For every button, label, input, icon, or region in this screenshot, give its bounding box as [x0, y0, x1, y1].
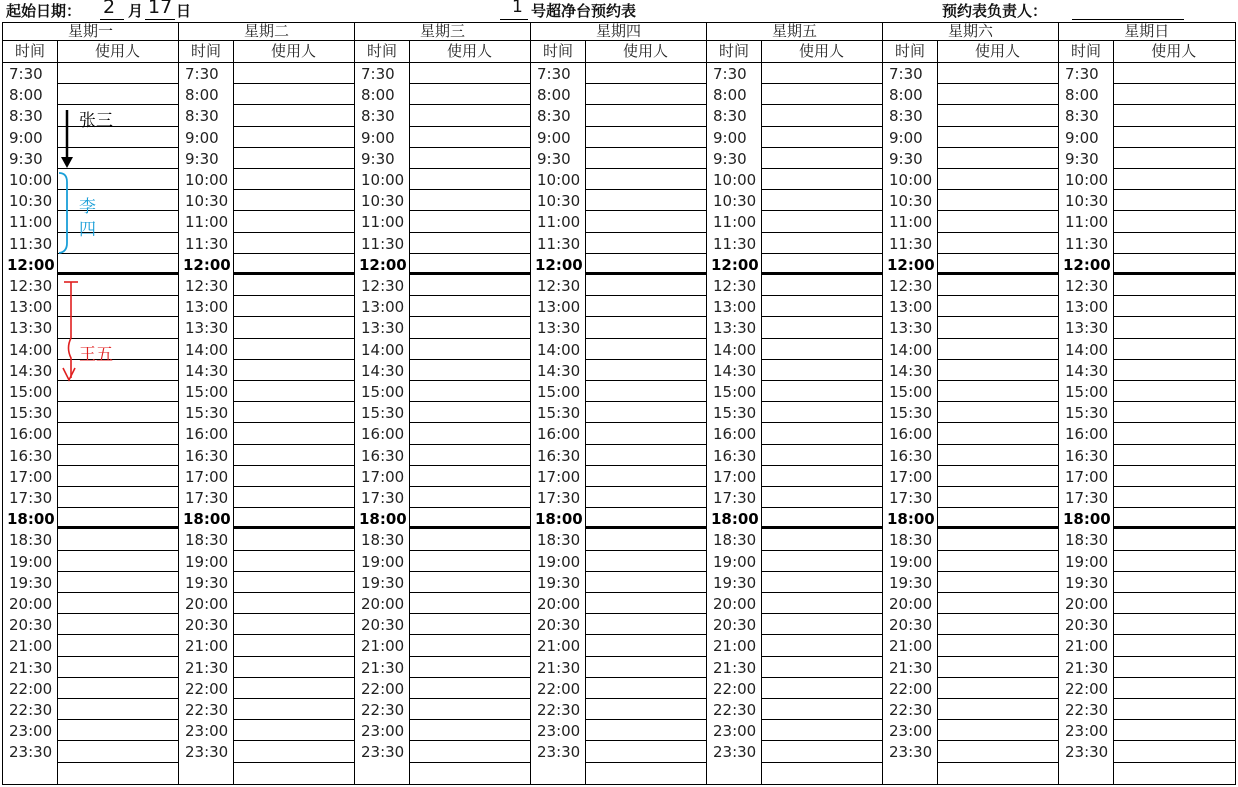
time-label: 23:00	[361, 722, 405, 741]
time-label: 20:00	[185, 595, 229, 613]
time-label: 12:30	[361, 277, 405, 295]
time-label: 19:30	[361, 573, 405, 592]
time-label: 8:30	[1065, 107, 1099, 126]
time-label: 22:00	[185, 679, 229, 698]
time-label: 23:00	[713, 722, 757, 741]
time-label: 22:00	[9, 679, 53, 698]
time-label: 23:30	[361, 743, 405, 762]
time-label: 9:00	[537, 128, 571, 147]
time-label: 8:30	[889, 107, 923, 126]
time-label: 13:30	[537, 319, 581, 338]
time-label: 15:00	[185, 383, 229, 401]
time-label: 23:30	[185, 743, 229, 762]
time-label: 9:00	[361, 128, 395, 147]
user-column-header: 使用人	[974, 42, 1020, 60]
time-label: 17:30	[713, 489, 757, 507]
user-column-header: 使用人	[446, 42, 492, 60]
time-label: 14:30	[889, 361, 933, 380]
time-label: 17:00	[361, 467, 405, 486]
time-label: 22:30	[185, 701, 229, 719]
time-label: 15:30	[185, 404, 229, 423]
time-label: 16:30	[889, 446, 933, 465]
time-label: 10:00	[713, 171, 757, 189]
time-label: 9:00	[185, 128, 219, 147]
time-label: 16:00	[9, 425, 53, 444]
time-label: 14:00	[537, 340, 581, 359]
time-label: 15:00	[9, 383, 53, 401]
wangwu-line-2	[69, 338, 72, 378]
time-label: 14:30	[537, 361, 581, 380]
time-label: 19:00	[9, 552, 53, 571]
time-label: 19:30	[713, 573, 757, 592]
time-label: 12:30	[889, 277, 933, 295]
time-label: 11:00	[713, 213, 757, 232]
time-label: 15:30	[1065, 404, 1109, 423]
time-label: 8:00	[1065, 86, 1099, 105]
time-label: 9:00	[1065, 128, 1099, 147]
time-label: 21:00	[361, 637, 405, 656]
user-column-header: 使用人	[622, 42, 668, 60]
time-label: 13:30	[361, 319, 405, 338]
time-label: 17:30	[889, 489, 933, 507]
time-label: 12:00	[887, 255, 935, 274]
time-label: 10:30	[537, 192, 581, 211]
time-label: 16:30	[9, 446, 53, 465]
time-label: 14:00	[361, 340, 405, 359]
time-label: 16:00	[537, 425, 581, 444]
time-label: 22:30	[537, 701, 581, 719]
time-label: 18:00	[535, 510, 583, 529]
time-label: 21:00	[713, 637, 757, 656]
time-label: 15:00	[1065, 383, 1109, 401]
time-label: 16:00	[361, 425, 405, 444]
bench-number: 1	[512, 0, 523, 17]
time-label: 22:00	[1065, 679, 1109, 698]
sheet-title: 号超净台预约表	[531, 2, 637, 20]
time-label: 14:00	[889, 340, 933, 359]
time-label: 17:00	[185, 467, 229, 486]
time-label: 8:30	[537, 107, 571, 126]
time-label: 23:30	[537, 743, 581, 762]
day-header: 星期二	[179, 22, 354, 41]
time-label: 8:30	[9, 107, 43, 126]
time-label: 15:00	[361, 383, 405, 401]
time-label: 10:30	[361, 192, 405, 211]
day-header: 星期一	[3, 22, 178, 41]
time-label: 19:30	[1065, 573, 1109, 592]
time-label: 22:00	[713, 679, 757, 698]
time-label: 11:00	[185, 213, 229, 232]
time-label: 17:00	[1065, 467, 1109, 486]
time-label: 12:00	[711, 255, 759, 274]
time-label: 18:00	[887, 510, 935, 529]
time-label: 12:00	[183, 255, 231, 274]
time-label: 12:30	[1065, 277, 1109, 295]
month-label: 月	[128, 2, 144, 20]
time-label: 16:30	[713, 446, 757, 465]
time-label: 21:30	[185, 658, 229, 677]
time-label: 12:00	[359, 255, 407, 274]
time-label: 16:30	[361, 446, 405, 465]
time-label: 19:30	[537, 573, 581, 592]
time-label: 23:00	[1065, 722, 1109, 741]
time-label: 22:00	[361, 679, 405, 698]
time-label: 21:30	[889, 658, 933, 677]
time-label: 13:00	[185, 298, 229, 317]
lisi-bracket	[59, 173, 67, 253]
time-label: 10:30	[889, 192, 933, 211]
time-label: 21:30	[713, 658, 757, 677]
time-column-header: 时间	[718, 42, 749, 60]
time-label: 19:00	[1065, 552, 1109, 571]
time-label: 14:30	[9, 361, 53, 380]
time-label: 8:00	[889, 86, 923, 105]
day-header: 星期六	[883, 22, 1058, 41]
time-label: 8:00	[185, 86, 219, 105]
user-column-header: 使用人	[1151, 42, 1197, 60]
time-label: 18:30	[9, 531, 53, 550]
time-label: 13:30	[185, 319, 229, 338]
time-label: 15:00	[889, 383, 933, 401]
time-label: 17:00	[9, 467, 53, 486]
time-label: 17:00	[889, 467, 933, 486]
zhangsan-arrow-head	[61, 157, 73, 168]
time-label: 9:00	[9, 128, 43, 147]
time-label: 15:30	[537, 404, 581, 423]
time-label: 21:30	[361, 658, 405, 677]
time-column-header: 时间	[542, 42, 573, 60]
time-label: 18:00	[711, 510, 759, 529]
time-label: 20:00	[361, 595, 405, 613]
time-label: 10:30	[185, 192, 229, 211]
time-label: 16:30	[185, 446, 229, 465]
time-label: 14:30	[185, 361, 229, 380]
time-label: 16:00	[185, 425, 229, 444]
time-label: 11:30	[185, 234, 229, 253]
time-label: 20:00	[9, 595, 53, 613]
time-label: 18:30	[361, 531, 405, 550]
time-label: 7:30	[713, 65, 747, 83]
time-label: 13:00	[537, 298, 581, 317]
time-label: 12:00	[7, 255, 55, 274]
time-label: 12:00	[535, 255, 583, 274]
time-label: 15:30	[9, 404, 53, 423]
time-label: 12:00	[1063, 255, 1111, 274]
day-label: 日	[176, 2, 192, 20]
time-label: 10:30	[1065, 192, 1109, 211]
time-label: 12:30	[537, 277, 581, 295]
time-label: 22:30	[9, 701, 53, 719]
time-label: 18:00	[7, 510, 55, 529]
time-label: 11:00	[537, 213, 581, 232]
time-label: 16:30	[1065, 446, 1109, 465]
time-label: 11:30	[361, 234, 405, 253]
time-label: 19:30	[185, 573, 229, 592]
time-label: 8:30	[185, 107, 219, 126]
time-label: 17:30	[185, 489, 229, 507]
time-label: 23:00	[537, 722, 581, 741]
time-label: 12:30	[9, 277, 53, 295]
time-label: 21:00	[537, 637, 581, 656]
time-label: 9:00	[713, 128, 747, 147]
booking-name-lisi-1: 李	[79, 197, 96, 217]
time-label: 9:30	[1065, 149, 1099, 168]
time-label: 19:00	[361, 552, 405, 571]
time-label: 16:30	[537, 446, 581, 465]
time-label: 19:00	[889, 552, 933, 571]
time-label: 18:30	[713, 531, 757, 550]
time-label: 22:30	[713, 701, 757, 719]
time-label: 20:30	[361, 616, 405, 635]
time-label: 9:30	[9, 149, 43, 168]
time-label: 22:00	[889, 679, 933, 698]
time-label: 15:30	[713, 404, 757, 423]
time-label: 9:30	[185, 149, 219, 168]
time-label: 13:00	[889, 298, 933, 317]
time-label: 17:30	[537, 489, 581, 507]
time-label: 23:00	[9, 722, 53, 741]
time-label: 9:30	[537, 149, 571, 168]
time-label: 10:00	[1065, 171, 1109, 189]
time-label: 10:30	[9, 192, 53, 211]
time-label: 11:30	[1065, 234, 1109, 253]
time-label: 15:00	[537, 383, 581, 401]
day-header: 星期三	[355, 22, 530, 41]
time-label: 11:30	[889, 234, 933, 253]
time-label: 9:00	[889, 128, 923, 147]
time-label: 13:30	[9, 319, 53, 338]
time-label: 17:30	[361, 489, 405, 507]
time-label: 10:00	[537, 171, 581, 189]
time-label: 15:00	[713, 383, 757, 401]
month-value: 2	[103, 0, 116, 18]
time-label: 21:30	[1065, 658, 1109, 677]
time-label: 20:00	[713, 595, 757, 613]
time-label: 13:30	[713, 319, 757, 338]
time-column-header: 时间	[366, 42, 397, 60]
time-label: 14:00	[713, 340, 757, 359]
time-label: 21:00	[9, 637, 53, 656]
booking-name-zhangsan: 张三	[79, 111, 113, 131]
time-label: 19:30	[889, 573, 933, 592]
time-label: 10:00	[361, 171, 405, 189]
time-label: 10:30	[713, 192, 757, 211]
user-column-header: 使用人	[798, 42, 844, 60]
time-label: 9:30	[713, 149, 747, 168]
time-label: 8:00	[713, 86, 747, 105]
time-label: 11:30	[9, 234, 53, 253]
time-label: 13:00	[361, 298, 405, 317]
time-label: 10:00	[9, 171, 53, 189]
time-label: 23:30	[713, 743, 757, 762]
time-label: 20:30	[889, 616, 933, 635]
time-label: 20:00	[537, 595, 581, 613]
time-label: 7:30	[361, 65, 395, 83]
time-label: 17:30	[1065, 489, 1109, 507]
time-label: 15:30	[889, 404, 933, 423]
time-label: 20:30	[537, 616, 581, 635]
time-label: 23:00	[185, 722, 229, 741]
time-label: 8:00	[9, 86, 43, 105]
time-label: 16:00	[1065, 425, 1109, 444]
day-header: 星期五	[707, 22, 882, 41]
time-label: 20:30	[1065, 616, 1109, 635]
time-label: 21:00	[889, 637, 933, 656]
time-label: 12:30	[185, 277, 229, 295]
time-label: 13:00	[713, 298, 757, 317]
day-header: 星期四	[531, 22, 706, 41]
time-label: 22:30	[889, 701, 933, 719]
time-column-header: 时间	[1070, 42, 1101, 60]
time-label: 11:00	[889, 213, 933, 232]
time-label: 18:00	[359, 510, 407, 529]
time-label: 14:30	[361, 361, 405, 380]
time-label: 11:30	[537, 234, 581, 253]
time-label: 21:30	[9, 658, 53, 677]
time-label: 19:30	[9, 573, 53, 592]
time-label: 11:00	[1065, 213, 1109, 232]
time-label: 22:30	[361, 701, 405, 719]
time-label: 17:00	[537, 467, 581, 486]
time-label: 9:30	[361, 149, 395, 168]
time-label: 12:30	[713, 277, 757, 295]
time-label: 8:30	[713, 107, 747, 126]
time-label: 23:00	[889, 722, 933, 741]
time-column-header: 时间	[190, 42, 221, 60]
time-label: 22:00	[537, 679, 581, 698]
time-label: 8:00	[537, 86, 571, 105]
time-label: 18:30	[537, 531, 581, 550]
time-label: 16:00	[713, 425, 757, 444]
time-label: 11:00	[9, 213, 53, 232]
time-column-header: 时间	[894, 42, 925, 60]
time-label: 22:30	[1065, 701, 1109, 719]
time-label: 23:30	[9, 743, 53, 762]
time-label: 10:00	[185, 171, 229, 189]
time-label: 18:30	[185, 531, 229, 550]
time-label: 14:00	[9, 340, 53, 359]
time-label: 17:00	[713, 467, 757, 486]
time-label: 7:30	[889, 65, 923, 83]
time-label: 10:00	[889, 171, 933, 189]
time-label: 11:30	[713, 234, 757, 253]
day-header: 星期日	[1059, 22, 1235, 41]
time-label: 14:00	[1065, 340, 1109, 359]
time-label: 20:30	[185, 616, 229, 635]
time-label: 11:00	[361, 213, 405, 232]
time-label: 7:30	[1065, 65, 1099, 83]
time-label: 14:30	[1065, 361, 1109, 380]
time-label: 20:30	[713, 616, 757, 635]
time-label: 19:00	[185, 552, 229, 571]
time-label: 23:30	[1065, 743, 1109, 762]
day-value: 17	[148, 0, 173, 18]
time-label: 23:30	[889, 743, 933, 762]
time-label: 20:30	[9, 616, 53, 635]
start-date-label: 起始日期：	[6, 2, 82, 20]
wangwu-arrow-head	[63, 368, 75, 380]
manager-label: 预约表负责人：	[942, 2, 1048, 20]
time-label: 18:30	[1065, 531, 1109, 550]
time-label: 13:00	[9, 298, 53, 317]
time-label: 7:30	[537, 65, 571, 83]
time-label: 19:00	[713, 552, 757, 571]
time-label: 16:00	[889, 425, 933, 444]
time-label: 21:30	[537, 658, 581, 677]
time-label: 14:00	[185, 340, 229, 359]
time-label: 13:30	[889, 319, 933, 338]
time-label: 18:00	[183, 510, 231, 529]
time-label: 13:00	[1065, 298, 1109, 317]
time-column-header: 时间	[14, 42, 45, 60]
time-label: 21:00	[1065, 637, 1109, 656]
time-label: 7:30	[185, 65, 219, 83]
time-label: 8:30	[361, 107, 395, 126]
time-label: 8:00	[361, 86, 395, 105]
user-column-header: 使用人	[270, 42, 316, 60]
time-label: 20:00	[889, 595, 933, 613]
booking-name-lisi-2: 四	[79, 220, 96, 240]
user-column-header: 使用人	[94, 42, 140, 60]
time-label: 18:00	[1063, 510, 1111, 529]
booking-name-wangwu: 王五	[79, 345, 113, 365]
time-label: 7:30	[9, 65, 43, 83]
time-label: 13:30	[1065, 319, 1109, 338]
time-label: 17:30	[9, 489, 53, 507]
time-label: 21:00	[185, 637, 229, 656]
time-label: 9:30	[889, 149, 923, 168]
time-label: 18:30	[889, 531, 933, 550]
time-label: 20:00	[1065, 595, 1109, 613]
time-label: 15:30	[361, 404, 405, 423]
time-label: 14:30	[713, 361, 757, 380]
time-label: 19:00	[537, 552, 581, 571]
